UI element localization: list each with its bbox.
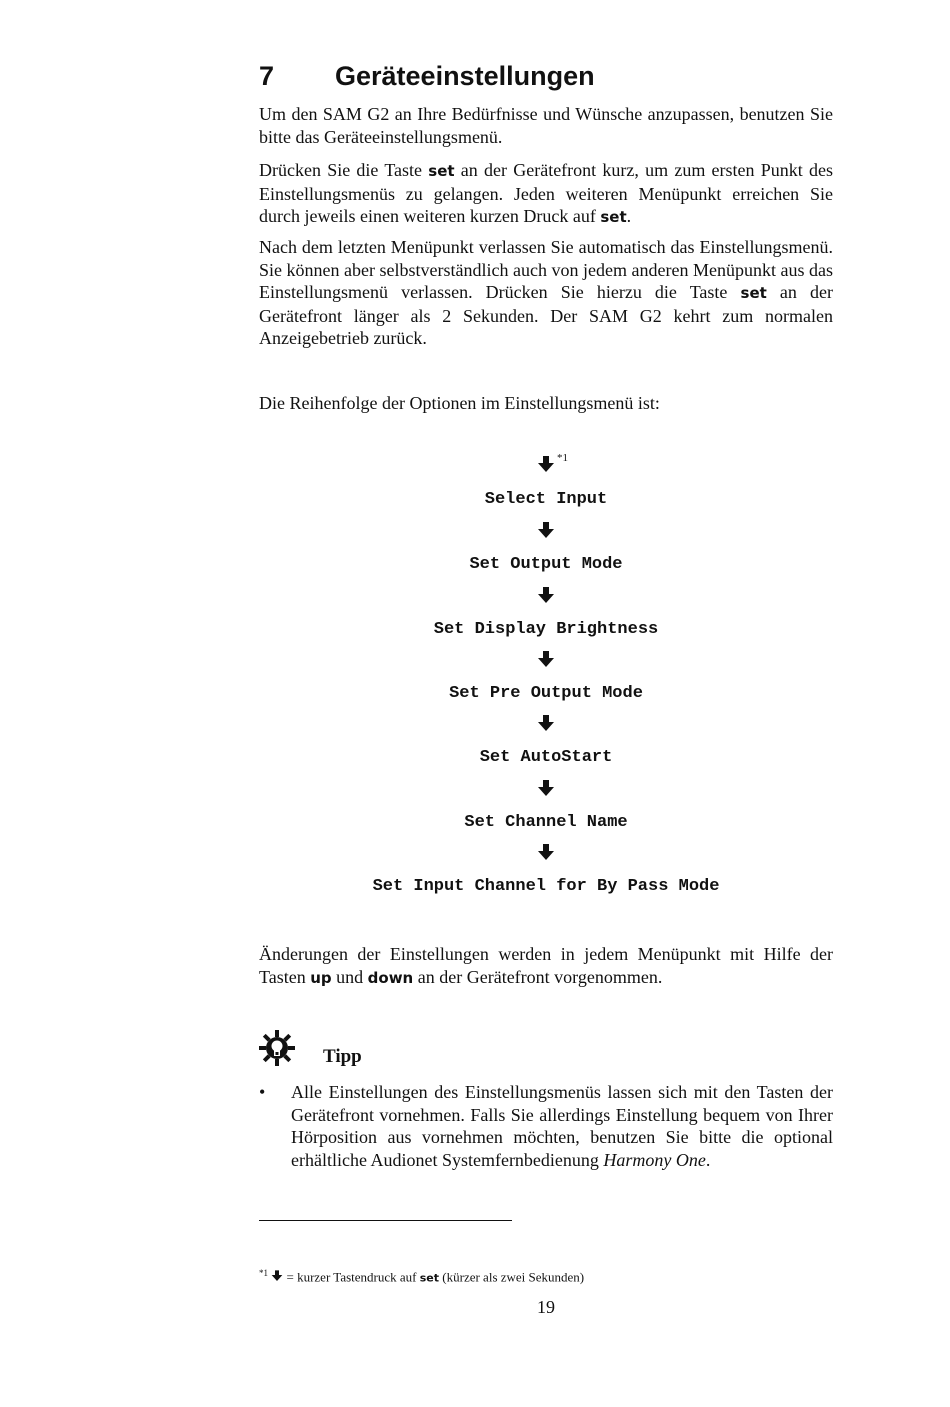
up-key-label: up [310, 968, 332, 987]
arrow-down-icon [259, 780, 833, 800]
tip-text [291, 1081, 833, 1171]
arrow-down-icon [271, 1269, 283, 1284]
page-number: 19 [537, 1297, 555, 1317]
arrow-down-icon [259, 522, 833, 542]
menu-item-set-channel-name: Set Channel Name [464, 813, 628, 832]
section-heading [259, 58, 595, 94]
footnote [259, 1264, 584, 1287]
menu-item-set-input-channel-bypass: Set Input Channel for By Pass Mode [372, 877, 720, 896]
set-key-paragraph [259, 159, 833, 229]
text-run: . [705, 1149, 711, 1170]
text-run: an der Gerätefront länger als 2 Sekunden. Der SAM G2 kehrt zum normalen Anzeigebetrieb zurück. [259, 282, 833, 348]
footnote-marker: *1 [557, 452, 568, 464]
menu-item-set-display-brightness: Set Display Brightness [433, 620, 659, 639]
text-run: und [331, 966, 368, 987]
footnote-marker: *1 [259, 1268, 268, 1278]
menu-item-set-autostart: Set AutoStart [479, 748, 613, 767]
menu-item-set-pre-output-mode: Set Pre Output Mode [449, 684, 643, 703]
text-run: = kurzer Tastendruck auf [283, 1269, 420, 1285]
arrow-down-icon [537, 456, 555, 478]
exit-menu-paragraph [259, 236, 833, 350]
first-arrow [259, 452, 833, 474]
arrow-down-icon [259, 587, 833, 607]
set-key-label: set [600, 208, 627, 226]
tip-title: Tipp [323, 1046, 362, 1067]
lightbulb-icon [259, 1030, 295, 1066]
up-down-paragraph [259, 943, 833, 989]
menu-item-select-input: Select Input [484, 490, 608, 509]
set-key-label: set [428, 162, 455, 180]
product-name: Harmony One [603, 1149, 706, 1170]
arrow-down-icon [259, 844, 833, 864]
section-title: Geräteeinstellungen [335, 61, 595, 91]
text-run: an der Gerätefront vorgenommen. [413, 966, 663, 987]
bullet-point: • [259, 1082, 266, 1102]
text-run: Änderungen der Einstellungen werden in jedem Menüpunkt mit Hilfe der Tasten [259, 944, 833, 987]
menu-order-intro: Die Reihenfolge der Optionen im Einstellungsmenü ist: [259, 393, 660, 413]
set-key-label: set [419, 1271, 440, 1285]
text-run: Drücken Sie die Taste [259, 160, 429, 180]
down-key-label: down [367, 968, 414, 987]
set-key-label: set [740, 284, 767, 302]
text-run: . [626, 206, 632, 226]
text-run: an der Gerätefront kurz, um zum ersten Punkt des Einstellungsmenüs zu gelangen. Jeden weiteren Menüpunkt erreichen Sie durch jeweils einen weiteren kurzen Druck auf [259, 160, 833, 226]
text-run: Alle Einstellungen des Einstellungsmenüs lassen sich mit den Tasten der Gerätefront vornehmen. Falls Sie allerdings Einstellung bequem von Ihrer Hörposition aus vornehmen möchten, benutzen Sie bitte die optional erhältliche Audionet Systemfernbedienung [291, 1082, 833, 1170]
text-run: Nach dem letzten Menüpunkt verlassen Sie automatisch das Einstellungsmenü. Sie können aber selbstverständlich auch von jedem anderen Menüpunkt aus das Einstellungsmenü verlassen. Drücken Sie hierzu die Taste [259, 237, 833, 302]
intro-paragraph: Um den SAM G2 an Ihre Bedürfnisse und Wünsche anzupassen, benutzen Sie bitte das Geräteeinstellungsmenü. [259, 104, 833, 147]
arrow-down-icon [259, 651, 833, 671]
arrow-down-icon [259, 715, 833, 735]
section-number: 7 [259, 61, 275, 91]
footnote-separator [259, 1220, 512, 1221]
menu-item-set-output-mode: Set Output Mode [469, 555, 623, 574]
text-run: (kürzer als zwei Sekunden) [439, 1269, 585, 1285]
